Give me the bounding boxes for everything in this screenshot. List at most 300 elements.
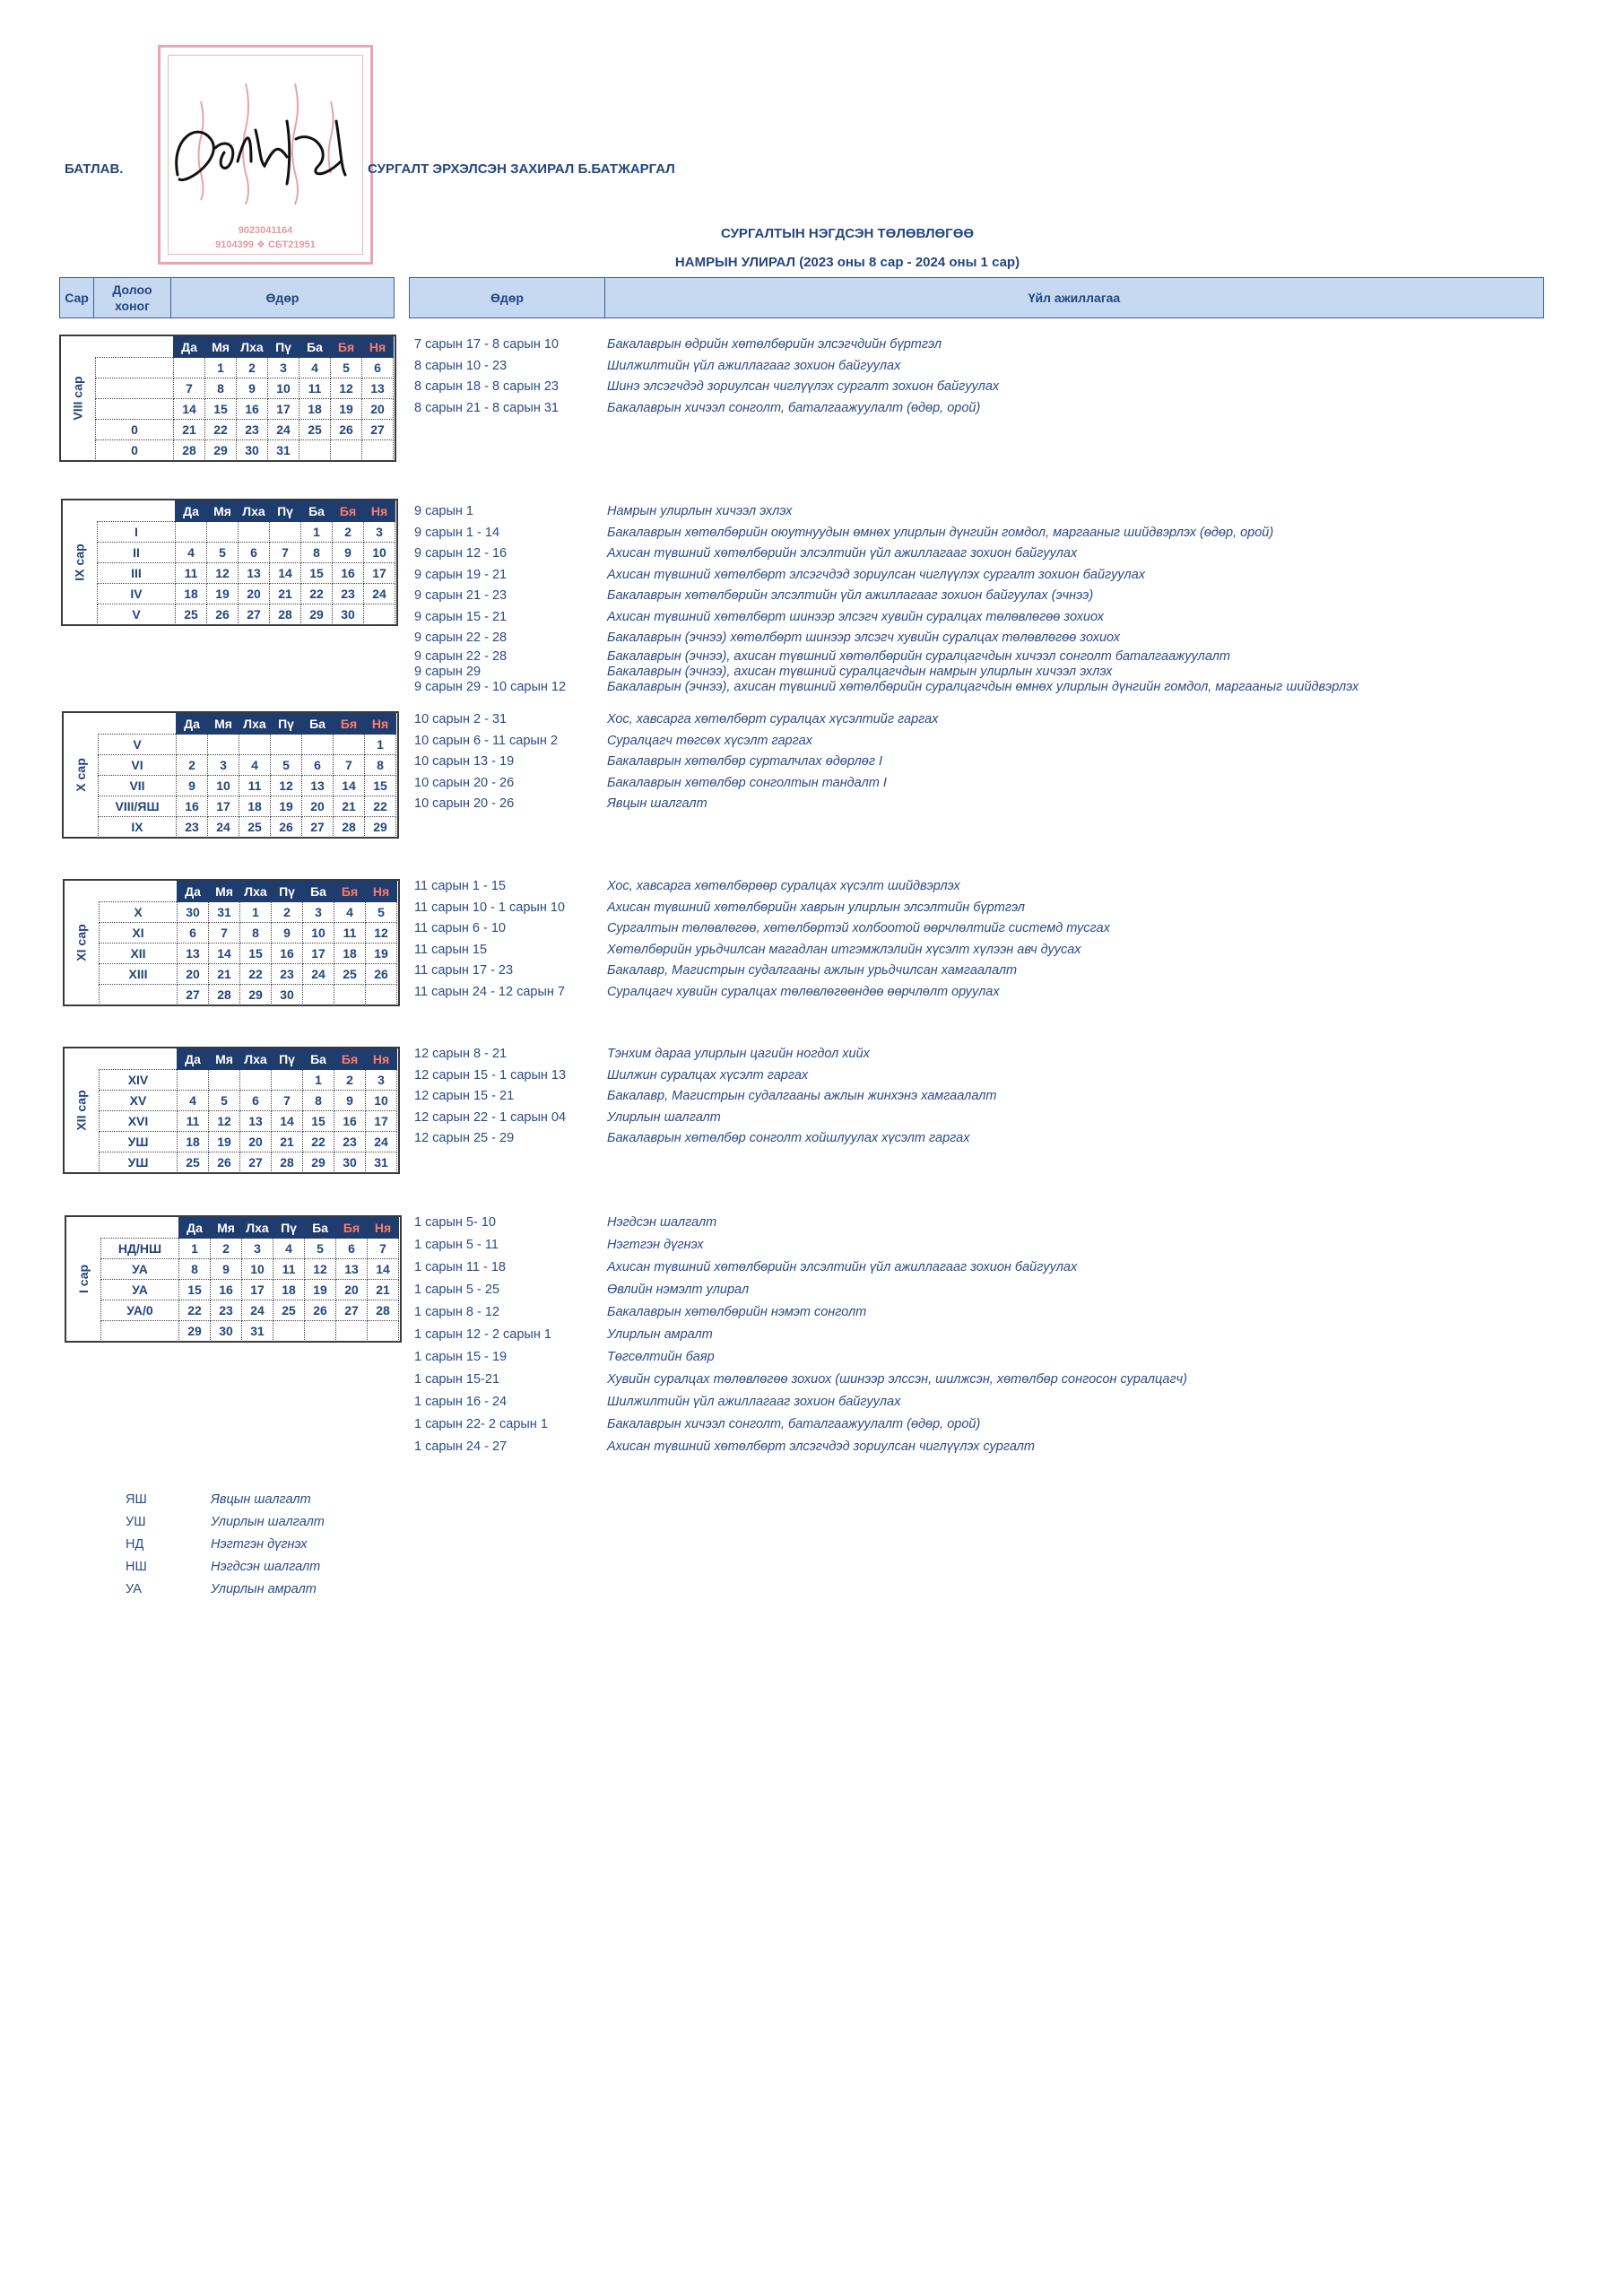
day-cell: 1 <box>205 358 237 378</box>
day-cell: 19 <box>331 399 362 420</box>
day-cell: 4 <box>178 1091 209 1111</box>
day-cell: 21 <box>174 420 205 440</box>
event-date: 8 сарын 10 - 23 <box>414 358 508 373</box>
weekday-header: Ба <box>305 1218 336 1239</box>
header-day: Өдөр <box>265 291 299 305</box>
day-cell: 8 <box>205 378 237 399</box>
day-cell: 12 <box>209 1111 240 1132</box>
calendar-week-row <box>98 543 395 563</box>
day-cell: 13 <box>336 1259 368 1280</box>
day-cell: 17 <box>242 1280 273 1300</box>
calendar-week-row <box>101 1300 399 1321</box>
weekday-header: Лха <box>242 1218 273 1239</box>
month-label-text: XII сар <box>74 1090 89 1131</box>
event-activities <box>607 501 1358 695</box>
event-activity: Бакалаврын хөтөлбөр сонголтын тандалт I <box>607 775 887 790</box>
day-cell: 2 <box>211 1239 242 1259</box>
event-date: 9 сарын 19 - 21 <box>414 567 508 582</box>
day-cell: 14 <box>270 563 301 584</box>
weekday-header: Пү <box>270 501 301 522</box>
day-cell: 24 <box>268 420 299 440</box>
legend-abbr: ЯШ <box>126 1492 147 1507</box>
event-activity: Ахисан түвшний хөтөлбөрийн хаврын улирлын элсэлтийн бүртгэл <box>607 900 1025 915</box>
week-number: VII <box>99 776 177 796</box>
event-date: 1 сарын 11 - 18 <box>414 1260 506 1274</box>
day-cell: 28 <box>270 604 301 625</box>
day-cell: 30 <box>178 902 209 923</box>
event-activity: Бакалаврын (эчнээ), ахисан түвшний хөтөлбөрийн суралцагчдын өмнөх улирлын дүнгийн гомдол, маргааныг шийдвэрлэх <box>607 679 1359 694</box>
event-date: 1 сарын 15 - 19 <box>414 1350 508 1364</box>
day-cell: 14 <box>209 944 240 964</box>
day-cell <box>272 1070 303 1091</box>
day-cell: 21 <box>209 964 240 985</box>
event-activity: Суралцагч хувийн суралцах төлөвлөгөөндөө өөрчлөлт оруулах <box>607 984 1000 999</box>
week-number: УА/0 <box>101 1300 179 1321</box>
weekday-header: Мя <box>207 501 239 522</box>
day-cell: 11 <box>178 1111 209 1132</box>
day-cell: 27 <box>239 604 270 625</box>
event-date: 1 сарын 5- 10 <box>414 1215 496 1230</box>
event-activities <box>607 1044 996 1150</box>
week-number <box>100 985 178 1005</box>
event-activity: Улирлын шалгалт <box>607 1109 721 1125</box>
weekday-header: Бя <box>336 1218 368 1239</box>
month-calendar <box>61 499 398 626</box>
day-cell: 10 <box>208 776 239 796</box>
week-header-blank <box>100 882 178 902</box>
day-cell: 23 <box>237 420 268 440</box>
day-cell: 29 <box>365 817 396 838</box>
day-cell: 11 <box>239 776 271 796</box>
day-cell <box>177 735 208 755</box>
day-cell: 20 <box>362 399 394 420</box>
legend-row <box>126 1534 325 1556</box>
weekday-header: Мя <box>209 1049 240 1070</box>
header-month: Сар <box>60 278 94 317</box>
day-cell: 17 <box>208 796 239 817</box>
day-cell: 8 <box>240 923 272 944</box>
weekday-header: Мя <box>211 1218 242 1239</box>
calendar-week-row <box>100 985 397 1005</box>
day-cell: 4 <box>176 543 207 563</box>
event-activity: Ахисан түвшний хөтөлбөрийн элсэлтийн үйл ажиллагааг зохион байгуулах <box>607 546 1078 561</box>
calendar-week-row <box>96 399 394 420</box>
event-activities <box>607 876 1110 1003</box>
day-cell: 13 <box>362 378 394 399</box>
day-cell: 16 <box>333 563 364 584</box>
event-activities <box>607 335 999 419</box>
day-cell: 22 <box>205 420 237 440</box>
week-number: IX <box>99 817 177 838</box>
day-cell: 25 <box>239 817 271 838</box>
month-label-text: XI сар <box>74 924 90 961</box>
day-cell: 26 <box>366 964 397 985</box>
event-date: 1 сарын 5 - 25 <box>414 1283 500 1297</box>
weekday-header: Пү <box>273 1218 305 1239</box>
day-cell: 15 <box>303 1111 334 1132</box>
week-number <box>96 399 174 420</box>
day-cell: 28 <box>272 1152 303 1173</box>
day-cell: 19 <box>207 584 239 604</box>
weekday-header: Да <box>177 714 208 735</box>
weekday-header: Ня <box>366 882 397 902</box>
event-activity: Хувийн суралцах төлөвлөгөө зохиох (шинээр элссэн, шилжсэн, хөтөлбөр сонгосон суралцагч) <box>607 1372 1187 1387</box>
day-cell: 13 <box>240 1111 272 1132</box>
calendar-week-row <box>99 735 396 755</box>
day-cell: 15 <box>301 563 333 584</box>
legend-abbr: УШ <box>126 1515 146 1529</box>
day-cell: 1 <box>179 1239 211 1259</box>
day-cell: 29 <box>240 985 272 1005</box>
day-cell: 28 <box>334 817 365 838</box>
event-date: 11 сарын 10 - 1 сарын 10 <box>414 900 565 915</box>
day-cell: 22 <box>303 1132 334 1152</box>
week-number: XIV <box>100 1070 178 1091</box>
event-activity: Бакалаврын хөтөлбөр сурталчлах өдөрлөг I <box>607 754 883 769</box>
day-cell: 12 <box>366 923 397 944</box>
day-cell: 27 <box>240 1152 272 1173</box>
day-cell: 9 <box>334 1091 366 1111</box>
calendar-week-row <box>98 604 395 625</box>
event-dates <box>414 1044 566 1150</box>
day-cell: 1 <box>365 735 396 755</box>
weekday-header: Ня <box>364 501 395 522</box>
day-cell: 23 <box>177 817 208 838</box>
month-label-text: IX сар <box>73 544 88 581</box>
day-cell: 21 <box>368 1280 399 1300</box>
calendar-week-row <box>101 1259 399 1280</box>
page-subtitle: НАМРЫН УЛИРАЛ (2023 оны 8 сар - 2024 оны 1 сар) <box>674 255 1020 270</box>
event-dates <box>414 1212 551 1458</box>
day-cell: 5 <box>366 902 397 923</box>
month-label <box>66 1217 100 1341</box>
day-cell: 31 <box>268 440 299 461</box>
calendar-week-row <box>99 755 396 776</box>
day-cell: 4 <box>334 902 366 923</box>
day-cell: 15 <box>365 776 396 796</box>
day-cell: 10 <box>303 923 334 944</box>
calendar-week-row <box>98 584 395 604</box>
weekday-header: Бя <box>334 714 365 735</box>
event-activity: Хос, хавсарга хөтөлбөрт суралцах хүсэлтийг гаргах <box>607 712 939 726</box>
event-activity: Шилжин суралцах хүсэлт гаргах <box>607 1067 809 1083</box>
weekday-header: Пү <box>272 882 303 902</box>
event-activity: Суралцагч төгсөх хүсэлт гаргах <box>607 733 812 748</box>
week-number: XIII <box>100 964 178 985</box>
day-cell: 17 <box>366 1111 397 1132</box>
day-cell: 29 <box>205 440 237 461</box>
week-header-blank <box>99 714 177 735</box>
calendar-week-row <box>100 944 397 964</box>
day-cell <box>366 985 397 1005</box>
day-cell: 3 <box>364 522 395 543</box>
day-cell: 31 <box>209 902 240 923</box>
day-cell: 6 <box>362 358 394 378</box>
week-number: IV <box>98 584 176 604</box>
calendar-week-row <box>100 1070 397 1091</box>
page-title: СУРГАЛТЫН НЭГДСЭН ТӨЛӨВЛӨГӨӨ <box>720 226 975 241</box>
event-activity: Бакалаврын хичээл сонголт, баталгаажуулалт (өдөр, орой) <box>607 400 981 415</box>
day-cell: 21 <box>272 1132 303 1152</box>
event-activity: Бакалаврын хөтөлбөрийн оюутнуудын өмнөх улирлын дүнгийн гомдол, маргааныг шийдвэрлэх (өдөр, орой) <box>607 525 1274 540</box>
week-number: 0 <box>96 440 174 461</box>
day-cell: 7 <box>368 1239 399 1259</box>
day-cell: 2 <box>272 902 303 923</box>
day-cell: 5 <box>207 543 239 563</box>
event-date: 1 сарын 12 - 2 сарын 1 <box>414 1327 551 1342</box>
event-activity: Ахисан түвшний хөтөлбөрт элсэгчдэд зориулсан чиглүүлэх сургалт <box>607 1439 1036 1454</box>
day-cell <box>176 522 207 543</box>
day-cell: 26 <box>271 817 302 838</box>
week-number: VIII/ЯШ <box>99 796 177 817</box>
calendar-week-row <box>101 1280 399 1300</box>
week-number: 0 <box>96 420 174 440</box>
header-activity: Үйл ажиллагаа <box>1028 291 1121 305</box>
weekday-header: Бя <box>334 882 366 902</box>
day-cell: 25 <box>178 1152 209 1173</box>
event-dates <box>414 709 558 815</box>
day-cell: 7 <box>270 543 301 563</box>
day-cell <box>178 1070 209 1091</box>
day-cell: 4 <box>239 755 271 776</box>
day-cell: 3 <box>366 1070 397 1091</box>
signature-icon <box>161 112 368 202</box>
day-cell: 31 <box>366 1152 397 1173</box>
day-cell: 21 <box>270 584 301 604</box>
day-cell: 23 <box>272 964 303 985</box>
day-cell: 29 <box>303 1152 334 1173</box>
event-date: 9 сарын 15 - 21 <box>414 609 508 624</box>
day-cell: 2 <box>333 522 364 543</box>
day-cell: 10 <box>366 1091 397 1111</box>
day-cell: 8 <box>303 1091 334 1111</box>
month-calendar <box>59 335 396 462</box>
day-cell: 13 <box>302 776 334 796</box>
day-cell: 30 <box>272 985 303 1005</box>
weekday-header: Ня <box>362 337 394 358</box>
calendar-week-row <box>99 817 396 838</box>
day-cell: 19 <box>271 796 302 817</box>
month-label-text: VIII сар <box>71 376 86 421</box>
day-cell: 17 <box>268 399 299 420</box>
day-cell: 24 <box>303 964 334 985</box>
week-number: XII <box>100 944 178 964</box>
day-cell <box>174 358 205 378</box>
day-cell: 12 <box>207 563 239 584</box>
event-activity: Сургалтын төлөвлөгөө, хөтөлбөртэй холбоотой өөрчлөлтийг системд тусгах <box>607 921 1110 935</box>
day-cell: 1 <box>303 1070 334 1091</box>
weekday-header: Лха <box>237 337 268 358</box>
weekday-header: Да <box>179 1218 211 1239</box>
day-cell: 19 <box>366 944 397 964</box>
event-activity: Бакалаврын хөтөлбөрийн нэмэт сонголт <box>607 1305 867 1319</box>
event-date: 1 сарын 8 - 12 <box>414 1305 500 1319</box>
legend <box>126 1489 325 1601</box>
event-activity: Бакалаврын хөтөлбөрийн элсэлтийн үйл ажиллагааг зохион байгуулах (эчнээ) <box>607 588 1094 603</box>
day-cell: 3 <box>208 755 239 776</box>
day-cell: 20 <box>239 584 270 604</box>
week-number <box>96 358 174 378</box>
day-cell: 14 <box>272 1111 303 1132</box>
day-cell: 9 <box>237 378 268 399</box>
director-label: СУРГАЛТ ЭРХЭЛСЭН ЗАХИРАЛ Б.БАТЖАРГАЛ <box>368 161 675 177</box>
event-date: 10 сарын 20 - 26 <box>414 775 515 790</box>
day-cell: 13 <box>239 563 270 584</box>
day-cell: 6 <box>336 1239 368 1259</box>
day-cell: 8 <box>179 1259 211 1280</box>
weekday-header: Ня <box>365 714 396 735</box>
day-cell: 23 <box>333 584 364 604</box>
weekday-header: Пү <box>272 1049 303 1070</box>
event-date: 12 сарын 25 - 29 <box>414 1131 515 1145</box>
event-date: 9 сарын 29 - 10 сарын 12 <box>414 679 567 694</box>
event-date: 1 сарын 16 - 24 <box>414 1395 508 1409</box>
weekday-header: Бя <box>331 337 362 358</box>
day-cell: 4 <box>273 1239 305 1259</box>
day-cell: 26 <box>209 1152 240 1173</box>
event-activities <box>607 709 938 815</box>
stamp-line-2: 9104399 ❖ СБТ21951 <box>215 239 316 250</box>
day-cell <box>208 735 239 755</box>
day-cell: 17 <box>303 944 334 964</box>
day-cell <box>334 735 365 755</box>
weekday-header: Да <box>178 882 209 902</box>
day-cell <box>302 735 334 755</box>
day-cell: 2 <box>334 1070 366 1091</box>
calendar-week-row <box>100 1091 397 1111</box>
day-cell <box>305 1321 336 1342</box>
weekday-header: Лха <box>239 714 271 735</box>
event-activity: Хөтөлбөрийн урьдчилсан магадлан итгэмжлэлийн хүсэлт хүлээн авч дуусах <box>607 942 1081 957</box>
month-label-text: I сар <box>75 1264 91 1294</box>
event-activity: Намрын улирлын хичээл эхлэх <box>607 504 793 518</box>
weekday-header: Да <box>176 501 207 522</box>
event-activity: Хос, хавсарга хөтөлбөрөөр суралцах хүсэлт шийдвэрлэх <box>607 879 960 893</box>
calendar-week-row <box>96 440 394 461</box>
day-cell: 22 <box>365 796 396 817</box>
month-label <box>63 500 97 624</box>
day-cell: 7 <box>272 1091 303 1111</box>
day-cell: 28 <box>368 1300 399 1321</box>
event-date: 8 сарын 21 - 8 сарын 31 <box>414 400 560 415</box>
event-activity: Ахисан түвшний хөтөлбөрийн элсэлтийн үйл ажиллагааг зохион байгуулах <box>607 1260 1078 1274</box>
week-header-blank <box>96 337 174 358</box>
event-activity: Бакалаврын өдрийн хөтөлбөрийн элсэгчдийн бүртгэл <box>607 337 942 352</box>
event-activity: Улирлын амралт <box>607 1327 713 1342</box>
day-cell: 20 <box>302 796 334 817</box>
week-number: УШ <box>100 1152 178 1173</box>
calendar-week-row <box>100 964 397 985</box>
day-cell: 11 <box>273 1259 305 1280</box>
legend-meaning: Нэгдсэн шалгалт <box>211 1560 321 1574</box>
day-cell: 5 <box>305 1239 336 1259</box>
day-cell: 30 <box>333 604 364 625</box>
calendar-week-row <box>98 522 395 543</box>
day-cell: 11 <box>334 923 366 944</box>
day-cell: 10 <box>268 378 299 399</box>
day-cell: 22 <box>179 1300 211 1321</box>
event-activity: Өвлийн нэмэлт улирал <box>607 1283 750 1297</box>
day-cell: 14 <box>368 1259 399 1280</box>
day-cell: 15 <box>205 399 237 420</box>
day-cell: 3 <box>268 358 299 378</box>
day-cell: 5 <box>271 755 302 776</box>
day-cell: 23 <box>211 1300 242 1321</box>
week-number: УШ <box>100 1132 178 1152</box>
day-cell: 25 <box>176 604 207 625</box>
legend-meaning: Нэгтгэн дүгнэх <box>211 1537 308 1552</box>
event-activity: Бакалаврын хичээл сонголт, баталгаажуулалт (өдөр, орой) <box>607 1417 981 1431</box>
event-activity: Бакалаврын хөтөлбөр сонголт хойшлуулах хүсэлт гаргах <box>607 1131 970 1145</box>
legend-row <box>126 1511 325 1534</box>
weekday-header: Ба <box>301 501 333 522</box>
event-activity: Бакалавр, Магистрын судалгааны ажлын жинхэнэ хамгаалалт <box>607 1089 997 1103</box>
day-cell: 20 <box>240 1132 272 1152</box>
day-cell: 16 <box>334 1111 366 1132</box>
month-calendar <box>63 879 400 1006</box>
day-cell: 19 <box>305 1280 336 1300</box>
day-cell <box>207 522 239 543</box>
event-date: 1 сарын 24 - 27 <box>414 1439 508 1454</box>
day-cell: 30 <box>334 1152 366 1173</box>
week-header-blank <box>100 1049 178 1070</box>
event-activity: Шинэ элсэгчдэд зориулсан чиглүүлэх сургалт зохион байгуулах <box>607 379 1000 394</box>
day-cell: 22 <box>240 964 272 985</box>
event-date: 10 сарын 2 - 31 <box>414 712 508 726</box>
event-activity: Шилжилтийн үйл ажиллагааг зохион байгуулах <box>607 358 901 373</box>
day-cell: 18 <box>239 796 271 817</box>
day-cell: 29 <box>179 1321 211 1342</box>
calendar-grid <box>99 1048 397 1173</box>
weekday-header: Мя <box>209 882 240 902</box>
day-cell: 8 <box>365 755 396 776</box>
calendar-grid <box>97 500 395 625</box>
weekday-header: Да <box>174 337 205 358</box>
day-cell <box>299 440 331 461</box>
calendar-week-row <box>100 1111 397 1132</box>
calendar-week-row <box>99 776 396 796</box>
header-date: Өдөр <box>410 278 605 317</box>
weekday-header: Да <box>178 1049 209 1070</box>
event-date: 9 сарын 22 - 28 <box>414 648 508 664</box>
day-cell <box>239 522 270 543</box>
day-cell <box>303 985 334 1005</box>
event-activity: Төгсөлтийн баяр <box>607 1350 715 1364</box>
day-cell: 19 <box>209 1132 240 1152</box>
event-activity: Бакалаврын (эчнээ), ахисан түвшний хөтөлбөрийн суралцагчдын хичээл сонголт баталгаажуулалт <box>607 648 1230 664</box>
day-cell: 18 <box>176 584 207 604</box>
day-cell: 2 <box>177 755 208 776</box>
event-activity: Бакалаврын (эчнээ) хөтөлбөрт шинээр элсэгч хувийн суралцах төлөвлөгөө зохиох <box>607 631 1121 645</box>
event-date: 12 сарын 15 - 21 <box>414 1089 515 1103</box>
day-cell: 30 <box>211 1321 242 1342</box>
day-cell: 16 <box>211 1280 242 1300</box>
week-number: II <box>98 543 176 563</box>
event-date: 11 сарын 6 - 10 <box>414 921 506 935</box>
event-date: 1 сарын 15-21 <box>414 1372 500 1387</box>
month-label <box>65 1048 99 1172</box>
legend-abbr: НШ <box>126 1560 147 1574</box>
event-date: 9 сарын 12 - 16 <box>414 546 508 561</box>
day-cell: 18 <box>178 1132 209 1152</box>
day-cell: 9 <box>177 776 208 796</box>
event-dates <box>414 876 565 1003</box>
day-cell: 16 <box>177 796 208 817</box>
week-number <box>96 378 174 399</box>
day-cell <box>271 735 302 755</box>
day-cell: 5 <box>331 358 362 378</box>
day-cell: 28 <box>209 985 240 1005</box>
